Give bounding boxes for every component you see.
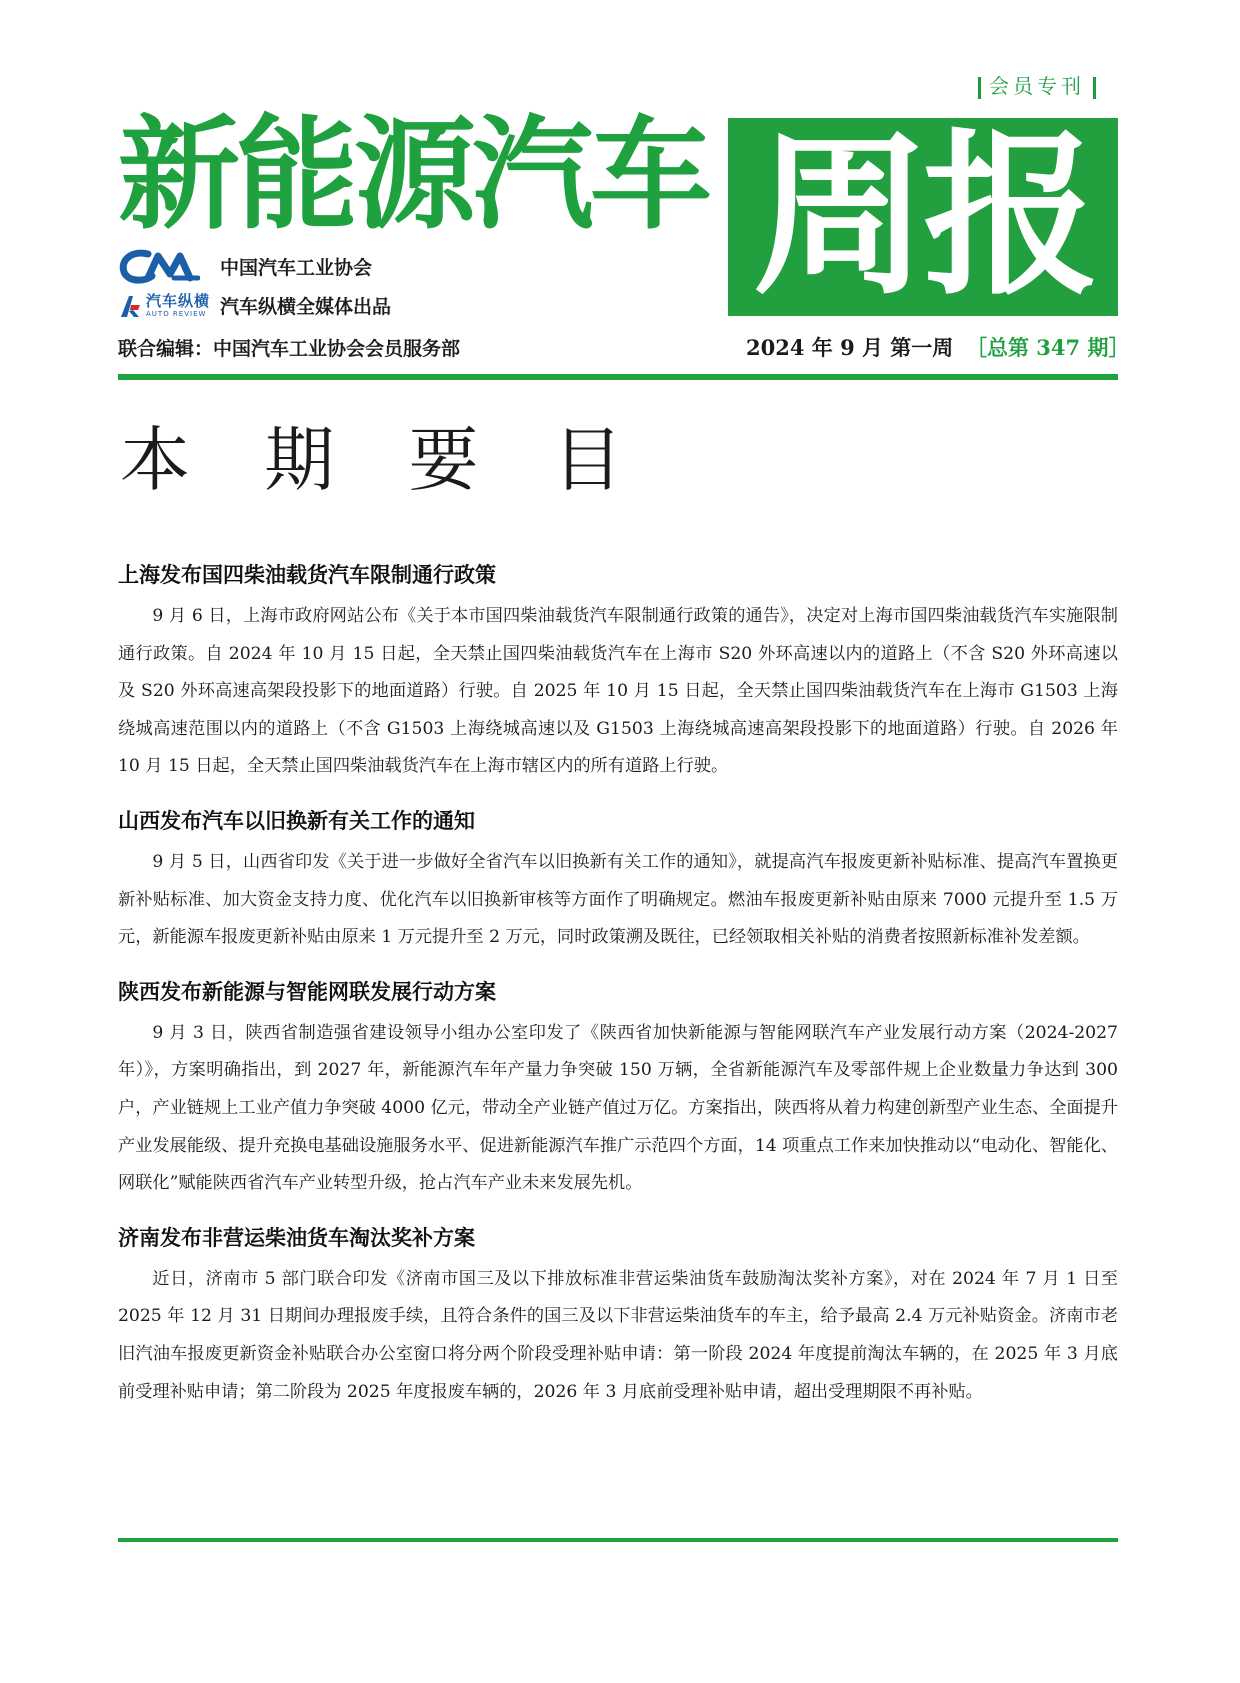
auto-review-producer: 汽车纵横全媒体出品: [220, 296, 392, 318]
joint-editor: 联合编辑：中国汽车工业协会会员服务部: [118, 338, 461, 360]
article-list: [118, 560, 1118, 1431]
article-jinan: [118, 1223, 1118, 1411]
article-body: 9 月 5 日，山西省印发《关于进一步做好全省汽车以旧换新有关工作的通知》，就提高汽车报废更新补贴标准、提高汽车置换更新补贴标准、加大资金支持力度、优化汽车以旧换新审核等方面作了明确规定。燃油车报废更新补贴由原来 7000 元提升至 1.5 万元，新能源车报废更新补贴由原来 1 万元提升至 2 万元，同时政策溯及既往，已经领取相关补贴的消费者按照新标准补发差额。: [118, 851, 1118, 948]
article-shaanxi: [118, 977, 1118, 1203]
footer-divider: [118, 1538, 1118, 1542]
article-body: 9 月 6 日，上海市政府网站公布《关于本市国四柴油载货汽车限制通行政策的通告》，决定对上海市国四柴油载货汽车实施限制通行政策。自 2024 年 10 月 15 日起，全天禁止国四柴油载货汽车在上海市 S20 外环高速以内的道路上（不含 S20 外环高速以及 S20 外环高速高架段投影下的地面道路）行驶。自 2025 年 10 月 15 日起，全天禁止国四柴油载货汽车在上海市 G1503 上海绕城高速范围以内的道路上（不含 G1503 上海绕城高速以及 G1503 上海绕城高速高架段投影下的地面道路）行驶。自 2026 年 10 月 15 日起，全天禁止国四柴油载货汽车在上海市辖区内的所有道路上行驶。: [118, 606, 1118, 777]
section-title: 本 期 要 目: [120, 419, 649, 501]
article-title: 山西发布汽车以旧换新有关工作的通知: [118, 807, 475, 833]
weekly-badge: [728, 114, 1118, 319]
caam-logo-icon: [118, 248, 200, 284]
auto-review-brand-en: AUTO REVIEW: [146, 309, 207, 318]
auto-review-brand-cn: 汽车纵横: [146, 291, 211, 310]
header-divider: [118, 374, 1118, 380]
member-tag-label: 会员专刊: [989, 74, 1085, 98]
member-tag: [970, 70, 1104, 99]
issue-date: 2024 年 9 月 第一周: [746, 335, 954, 360]
auto-review-logo-icon: [118, 293, 144, 319]
issue-number: ［总第 347 期］: [966, 335, 1130, 360]
member-tag-right-bar: [1093, 77, 1096, 99]
article-title: 上海发布国四柴油载货汽车限制通行政策: [118, 562, 496, 587]
article-body: 近日，济南市 5 部门联合印发《济南市国三及以下排放标准非营运柴油货车鼓励淘汰奖补方案》，对在 2024 年 7 月 1 日至 2025 年 12 月 31 日期间办理报废手续，且符合条件的国三及以下非营运柴油货车的车主，给予最高 2.4 万元补贴资金。济南市老旧汽油车报废更新资金补贴联合办公室窗口将分两个阶段受理补贴申请：第一阶段 2024 年度提前淘汰车辆的，在 2025 年 3 月底前受理补贴申请；第二阶段为 2025 年度报废车辆的，2026 年 3 月底前受理补贴申请，超出受理期限不再补贴。: [118, 1268, 1118, 1402]
article-shanxi: [118, 806, 1118, 957]
caam-logo-row: [118, 248, 372, 284]
auto-review-logo-row: [118, 292, 391, 319]
masthead-title: 新能源汽车: [118, 104, 708, 246]
weekly-badge-text: 周报: [752, 114, 1093, 319]
auto-review-logo: [118, 293, 210, 319]
member-tag-left-bar: [978, 77, 981, 99]
caam-name: 中国汽车工业协会: [220, 256, 373, 279]
article-body: 9 月 3 日，陕西省制造强省建设领导小组办公室印发了《陕西省加快新能源与智能网联汽车产业发展行动方案（2024-2027 年）》，方案明确指出，到 2027 年，新能源汽车年产量力争突破 150 万辆，全省新能源汽车及零部件规上企业数量力争达到 300 户，产业链规上工业产值力争突破 4000 亿元，带动全产业链产值过万亿。方案指出，陕西将从着力构建创新型产业生态、全面提升产业发展能级、提升充换电基础设施服务水平、促进新能源汽车推广示范四个方面，14 项重点工作来加快推动以“电动化、智能化、网联化”赋能陕西省汽车产业转型升级，抢占汽车产业未来发展先机。: [118, 1022, 1118, 1194]
article-title: 济南发布非营运柴油货车淘汰奖补方案: [118, 1224, 475, 1250]
article-title: 陕西发布新能源与智能网联发展行动方案: [118, 978, 496, 1004]
article-shanghai: [118, 560, 1118, 786]
